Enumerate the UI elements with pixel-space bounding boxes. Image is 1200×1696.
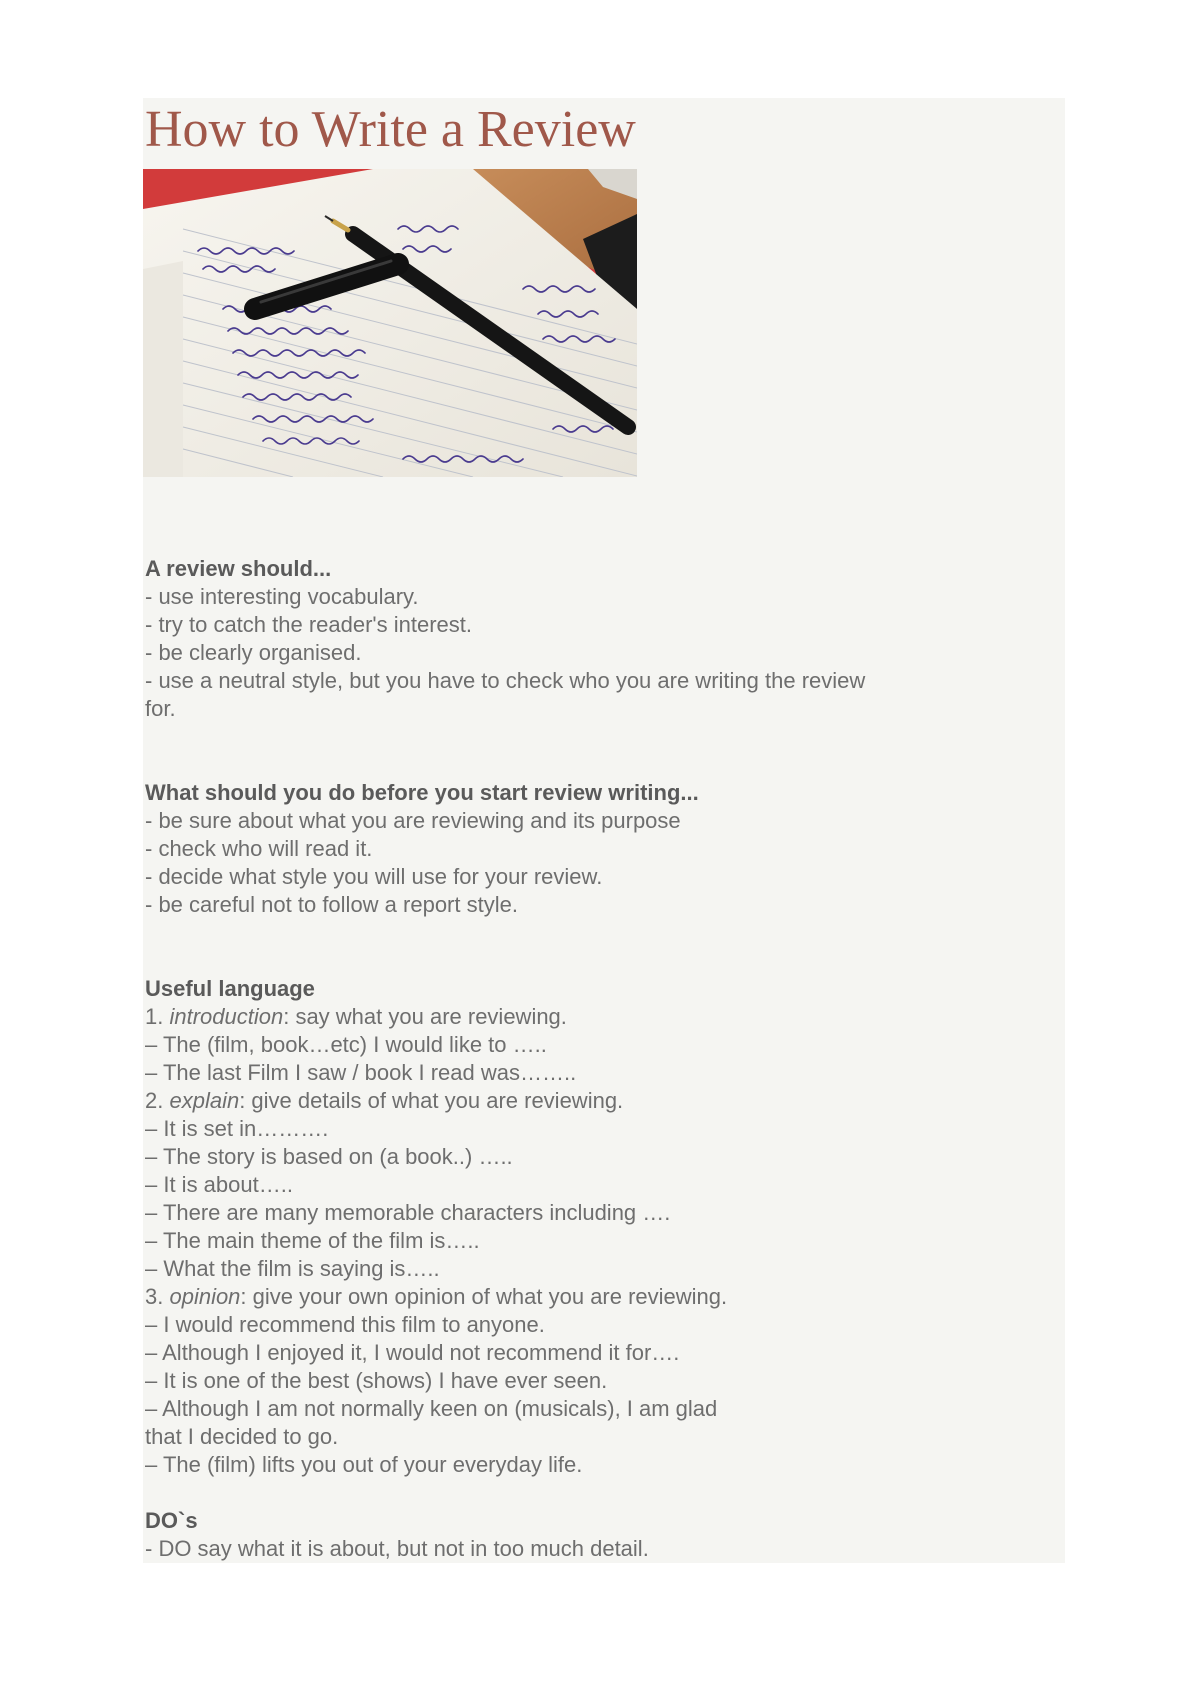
item-term: introduction [169,1004,284,1029]
list-item: – Although I am not normally keen on (musicals), I am glad [145,1396,718,1421]
item-term: opinion [169,1284,241,1309]
item-description: : give details of what you are reviewing. [239,1088,624,1113]
numbered-item-opinion [145,1283,945,1311]
list-item: - DO say what it is about, but not in too much detail. [145,1536,649,1561]
section-review-should [145,555,945,723]
section-dos [145,1507,945,1563]
list-item: – I would recommend this film to anyone. [145,1312,545,1337]
item-number: 3. [145,1284,170,1309]
item-number: 1. [145,1004,170,1029]
section-useful-language [145,975,945,1479]
section-heading: Useful language [145,976,315,1001]
item-description: : say what you are reviewing. [283,1004,567,1029]
list-item: - be careful not to follow a report style. [145,892,518,917]
list-item: – The (film, book…etc) I would like to ….. [145,1032,547,1057]
list-item: - check who will read it. [145,836,373,861]
section-heading: What should you do before you start review writing... [145,780,699,805]
list-item: - use interesting vocabulary. [145,584,419,609]
list-item: for. [145,696,176,721]
item-term: explain [169,1088,240,1113]
list-item: – There are many memorable characters including …. [145,1200,671,1225]
section-before-writing [145,779,945,919]
list-item: - be clearly organised. [145,640,362,665]
page-title: How to Write a Review [145,101,636,158]
list-item: - decide what style you will use for your review. [145,864,603,889]
notebook-pen-photo [143,169,637,477]
numbered-item-explain [145,1087,945,1115]
item-description: : give your own opinion of what you are reviewing. [240,1284,728,1309]
list-item: – What the film is saying is….. [145,1256,440,1281]
list-item: – It is about….. [145,1172,293,1197]
list-item: – Although I enjoyed it, I would not recommend it for…. [145,1340,680,1365]
list-item: – The story is based on (a book..) ….. [145,1144,513,1169]
section-heading: DO`s [145,1508,198,1533]
list-item: - use a neutral style, but you have to check who you are writing the review [145,668,866,693]
list-item: - try to catch the reader's interest. [145,612,473,637]
numbered-item-introduction [145,1003,945,1031]
review-guide-content [145,555,945,1563]
list-item: – It is set in………. [145,1116,329,1141]
list-item: – The last Film I saw / book I read was…….. [145,1060,577,1085]
list-item: that I decided to go. [145,1424,339,1449]
list-item: – The (film) lifts you out of your everyday life. [145,1452,583,1477]
list-item: – It is one of the best (shows) I have ever seen. [145,1368,608,1393]
list-item: - be sure about what you are reviewing and its purpose [145,808,681,833]
item-number: 2. [145,1088,170,1113]
list-item: – The main theme of the film is….. [145,1228,480,1253]
section-heading: A review should... [145,556,332,581]
